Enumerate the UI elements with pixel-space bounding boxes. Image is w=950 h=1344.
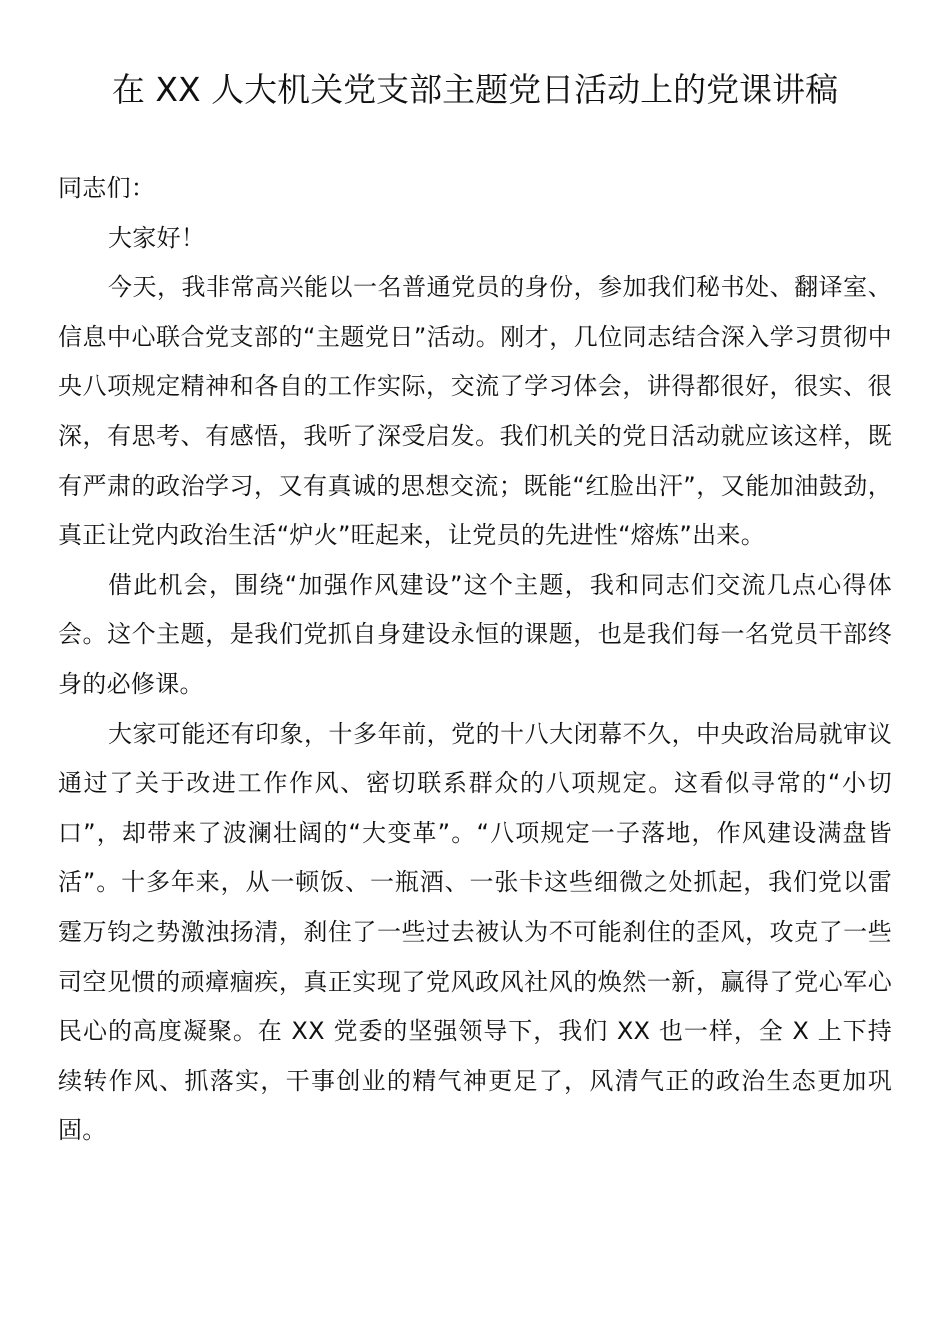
salutation: 同志们： xyxy=(58,174,156,202)
paragraph-eight-regulations: 大家可能还有印象，十多年前，党的十八大闭幕不久，中央政治局就审议通过了关于改进工作作风、密切联系群众的八项规定。这看似寻常的“小切口”，却带来了波澜壮阔的“大变革”。“八项规定一子落地，作风建设满盘皆活”。十多年来，从一顿饭、一瓶酒、一张卡这些细微之处抓起，我们党以雷霆万钧之势激浊扬清，刹住了一些过去被认为不可能刹住的歪风，攻克了一些司空见惯的顽瘴痼疾，真正实现了党风政风社风的焕然一新，赢得了党心军心民心的高度凝聚。在 XX 党委的坚强领导下，我们 XX 也一样，全 X 上下持续转作风、抓落实，干事创业的精气神更足了，风清气正的政治生态更加巩固。 xyxy=(58,719,892,1145)
paragraph-introduction: 今天，我非常高兴能以一名普通党员的身份，参加我们秘书处、翻译室、信息中心联合党支部的“主题党日”活动。刚才，几位同志结合深入学习贯彻中央八项规定精神和各自的工作实际，交流了学习体会，讲得都很好，很实、很深，有思考、有感悟，我听了深受启发。我们机关的党日活动就应该这样，既有严肃的政治学习，又有真诚的思想交流；既能“红脸出汗”，又能加油鼓劲，真正让党内政治生活“炉火”旺起来，让党员的先进性“熔炼”出来。 xyxy=(58,273,892,550)
paragraph-theme: 借此机会，围绕“加强作风建设”这个主题，我和同志们交流几点心得体会。这个主题，是我们党抓自身建设永恒的课题，也是我们每一名党员干部终身的必修课。 xyxy=(58,570,892,698)
document-title: 在 XX 人大机关党支部主题党日活动上的党课讲稿 xyxy=(111,70,839,109)
document-body xyxy=(58,164,892,1156)
paragraph-greeting: 大家好！ xyxy=(108,223,206,252)
